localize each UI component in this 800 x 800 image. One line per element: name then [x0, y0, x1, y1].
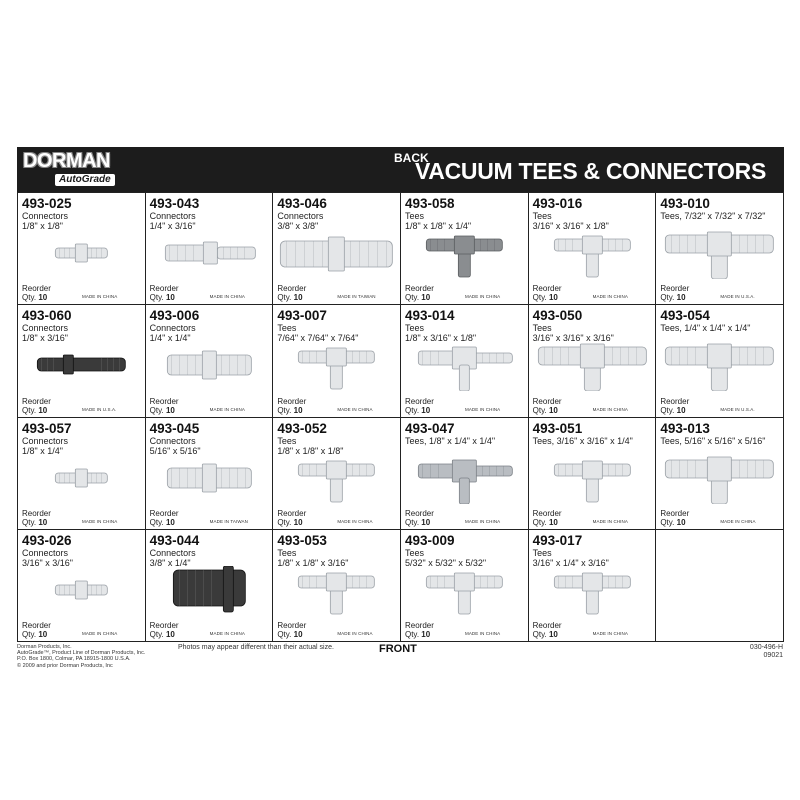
part-image	[656, 341, 783, 391]
part-number: 493-025	[22, 196, 72, 211]
country-of-origin: MADE IN CHINA	[592, 631, 628, 636]
reorder-info	[405, 621, 434, 639]
part-image	[273, 341, 400, 391]
qty-line	[150, 406, 179, 415]
product-cell	[273, 418, 401, 530]
qty-label: Qty.	[660, 405, 675, 415]
country-of-origin: MADE IN U.S.A.	[720, 406, 755, 412]
reorder-label: Reorder	[660, 508, 690, 518]
qty-value: 10	[421, 517, 431, 527]
reorder-info	[277, 621, 306, 639]
company-line: © 2009 and prior Dorman Products, Inc	[17, 662, 113, 669]
reorder-info	[533, 284, 562, 302]
empty-cell	[656, 530, 784, 642]
part-image	[18, 454, 145, 504]
qty-value: 10	[421, 630, 431, 639]
part-type: Connectors	[149, 547, 196, 558]
part-number: 493-006	[149, 308, 200, 324]
qty-line	[150, 293, 179, 302]
qty-label: Qty.	[404, 630, 420, 639]
product-cell	[18, 530, 146, 642]
country-of-origin: MADE IN TAIWAN	[209, 518, 248, 524]
part-code: 030-496-H	[749, 644, 783, 651]
part-number: 493-054	[660, 308, 710, 324]
qty-line	[150, 518, 179, 527]
qty-value: 10	[548, 517, 558, 527]
qty-line	[22, 406, 51, 415]
qty-value: 10	[676, 293, 686, 303]
reorder-info	[405, 397, 434, 415]
qty-value: 10	[165, 405, 175, 415]
qty-line	[277, 406, 306, 415]
reorder-label: Reorder	[277, 621, 307, 630]
qty-label: Qty.	[277, 293, 292, 303]
product-cell	[146, 305, 274, 417]
part-image	[18, 229, 145, 279]
header-banner	[17, 147, 784, 192]
qty-value: 10	[421, 293, 431, 303]
qty-label: Qty.	[532, 293, 547, 303]
part-size: 3/16" x 3/16"	[22, 557, 73, 568]
part-type: Tees	[404, 211, 424, 221]
part-image	[401, 454, 528, 504]
part-type: Tees	[532, 211, 552, 221]
part-size: 3/16" x 3/16" x 3/16"	[532, 333, 614, 344]
logo-subbrand: AutoGrade	[55, 174, 115, 186]
product-cell	[273, 530, 401, 642]
reorder-label: Reorder	[22, 508, 51, 518]
reorder-info	[405, 284, 434, 302]
part-type: Tees, 1/8" x 1/4" x 1/4"	[404, 435, 496, 446]
reorder-label: Reorder	[404, 396, 434, 406]
part-number: 493-043	[149, 196, 200, 211]
part-size: 1/4" x 3/16"	[149, 221, 196, 231]
product-cell	[18, 193, 146, 305]
part-type: Tees	[277, 435, 297, 446]
reorder-label: Reorder	[277, 396, 307, 406]
part-image	[18, 341, 145, 391]
part-size: 3/8" x 1/4"	[149, 557, 191, 568]
qty-value: 10	[293, 293, 303, 303]
country-of-origin: MADE IN CHINA	[82, 518, 118, 524]
product-cell	[529, 193, 657, 305]
date-code: 09021	[763, 652, 783, 659]
qty-line	[277, 518, 306, 527]
reorder-info	[277, 397, 306, 415]
reorder-info	[277, 284, 306, 302]
qty-label: Qty.	[532, 517, 547, 527]
product-cell	[529, 418, 657, 530]
part-number: 493-057	[22, 420, 72, 436]
reorder-info	[22, 509, 51, 527]
qty-line	[277, 293, 306, 302]
part-image	[146, 229, 273, 279]
qty-label: Qty.	[404, 293, 420, 303]
qty-value: 10	[38, 293, 48, 303]
qty-label: Qty.	[277, 630, 292, 639]
qty-line	[150, 630, 179, 639]
reorder-info	[277, 509, 306, 527]
qty-line	[405, 518, 434, 527]
reorder-info	[533, 621, 562, 639]
qty-line	[660, 518, 689, 527]
part-number: 493-026	[22, 532, 72, 548]
qty-line	[405, 630, 434, 639]
reorder-info	[22, 397, 51, 415]
part-number: 493-045	[149, 420, 200, 436]
qty-line	[405, 293, 434, 302]
qty-value: 10	[293, 405, 303, 415]
side-label-front: FRONT	[379, 643, 417, 655]
product-cell	[273, 193, 401, 305]
qty-label: Qty.	[149, 405, 164, 415]
part-image	[529, 566, 656, 616]
product-grid	[17, 192, 784, 642]
product-cell	[401, 193, 529, 305]
part-type: Connectors	[149, 323, 196, 334]
reorder-info	[660, 397, 689, 415]
qty-value: 10	[165, 630, 175, 639]
part-type: Connectors	[22, 323, 69, 334]
product-cell	[656, 193, 784, 305]
company-info	[17, 644, 145, 669]
part-type: Tees	[277, 323, 297, 334]
product-cell	[401, 418, 529, 530]
country-of-origin: MADE IN CHINA	[592, 294, 628, 300]
part-image	[656, 454, 783, 504]
part-size: 7/64" x 7/64" x 7/64"	[277, 333, 359, 344]
qty-label: Qty.	[277, 405, 292, 415]
part-size: 5/16" x 5/16"	[149, 445, 201, 456]
part-type: Connectors	[22, 435, 69, 446]
part-image	[401, 566, 528, 616]
part-image	[401, 341, 528, 391]
part-number: 493-052	[277, 420, 327, 436]
company-line: P.O. Box 1800, Colmar, PA 18915-1800 U.S.A.	[17, 656, 131, 663]
reorder-info	[660, 509, 689, 527]
reorder-info	[22, 621, 51, 639]
reorder-label: Reorder	[660, 396, 690, 406]
qty-line	[660, 293, 689, 302]
part-size: 1/8" x 1/8" x 3/16"	[277, 557, 349, 568]
reorder-label: Reorder	[22, 284, 51, 294]
part-size: 1/8" x 1/8" x 1/8"	[277, 445, 344, 456]
logo-brand: DORMAN	[23, 150, 110, 172]
country-of-origin: MADE IN TAIWAN	[337, 294, 376, 300]
catalog-code	[750, 644, 783, 660]
product-cell	[146, 193, 274, 305]
qty-label: Qty.	[22, 405, 37, 415]
reorder-label: Reorder	[660, 284, 690, 294]
qty-label: Qty.	[532, 405, 547, 415]
part-image	[273, 566, 400, 616]
country-of-origin: MADE IN CHINA	[592, 406, 628, 412]
qty-value: 10	[548, 405, 558, 415]
part-number: 493-007	[277, 308, 327, 324]
part-type: Tees	[532, 323, 552, 334]
part-image	[18, 566, 145, 616]
reorder-label: Reorder	[22, 396, 51, 406]
qty-label: Qty.	[404, 405, 420, 415]
part-type: Tees, 7/32" x 7/32" x 7/32"	[660, 211, 766, 221]
country-of-origin: MADE IN U.S.A.	[720, 294, 755, 300]
country-of-origin: MADE IN CHINA	[464, 406, 501, 412]
part-size: 1/8" x 1/4"	[22, 445, 63, 456]
qty-value: 10	[293, 630, 303, 639]
country-of-origin: MADE IN CHINA	[464, 518, 501, 524]
reorder-info	[405, 509, 434, 527]
part-type: Connectors	[22, 547, 69, 558]
qty-line	[22, 293, 51, 302]
reorder-label: Reorder	[277, 508, 307, 518]
qty-value: 10	[421, 405, 431, 415]
part-number: 493-050	[532, 308, 583, 324]
reorder-label: Reorder	[532, 621, 562, 630]
part-type: Tees	[404, 323, 424, 334]
part-size: 5/32" x 5/32" x 5/32"	[404, 557, 487, 568]
qty-value: 10	[38, 517, 48, 527]
reorder-info	[150, 284, 179, 302]
reorder-label: Reorder	[149, 284, 179, 294]
product-cell	[401, 305, 529, 417]
product-cell	[656, 305, 784, 417]
part-number: 493-013	[660, 420, 710, 436]
part-number: 493-010	[660, 196, 710, 211]
qty-value: 10	[676, 517, 686, 527]
qty-line	[533, 406, 562, 415]
qty-label: Qty.	[149, 517, 164, 527]
qty-value: 10	[548, 293, 558, 303]
qty-line	[533, 630, 562, 639]
country-of-origin: MADE IN CHINA	[464, 294, 501, 300]
reorder-info	[150, 621, 179, 639]
qty-label: Qty.	[22, 517, 37, 527]
product-cell	[656, 418, 784, 530]
product-cell	[146, 418, 274, 530]
part-number: 493-017	[532, 532, 583, 548]
country-of-origin: MADE IN CHINA	[592, 518, 628, 524]
part-type: Tees, 5/16" x 5/16" x 5/16"	[660, 435, 766, 446]
qty-value: 10	[165, 517, 175, 527]
part-size: 1/8" x 1/8" x 1/4"	[404, 221, 472, 231]
reorder-info	[22, 284, 51, 302]
country-of-origin: MADE IN CHINA	[337, 631, 373, 636]
part-size: 1/8" x 3/16" x 1/8"	[404, 333, 477, 344]
part-image	[656, 229, 783, 279]
reorder-label: Reorder	[532, 508, 562, 518]
reorder-info	[533, 509, 562, 527]
qty-value: 10	[548, 630, 558, 639]
part-image	[146, 454, 273, 504]
reorder-info	[660, 284, 689, 302]
qty-line	[660, 406, 689, 415]
part-number: 493-058	[404, 196, 455, 211]
part-type: Connectors	[22, 211, 69, 221]
qty-value: 10	[676, 405, 686, 415]
reorder-label: Reorder	[149, 396, 179, 406]
country-of-origin: MADE IN CHINA	[337, 406, 373, 412]
part-size: 3/16" x 1/4" x 3/16"	[532, 557, 609, 568]
reorder-label: Reorder	[277, 284, 307, 294]
part-number: 493-060	[22, 308, 72, 324]
reorder-info	[533, 397, 562, 415]
country-of-origin: MADE IN CHINA	[720, 518, 756, 524]
product-cell	[273, 305, 401, 417]
qty-line	[277, 630, 306, 639]
reorder-info	[150, 509, 179, 527]
part-size: 1/8" x 1/8"	[22, 221, 63, 231]
part-type: Tees	[532, 547, 552, 558]
reorder-label: Reorder	[404, 284, 434, 294]
qty-value: 10	[38, 405, 48, 415]
part-image	[529, 229, 656, 279]
reorder-label: Reorder	[404, 621, 434, 630]
qty-label: Qty.	[660, 517, 675, 527]
part-type: Tees, 1/4" x 1/4" x 1/4"	[660, 323, 751, 334]
photo-disclaimer: Photos may appear different than their actual size.	[178, 644, 334, 651]
part-size: 3/16" x 3/16" x 1/8"	[532, 221, 609, 231]
part-number: 493-044	[149, 532, 200, 548]
reorder-label: Reorder	[149, 621, 179, 630]
product-cell	[529, 530, 657, 642]
side-label-back: BACK	[394, 151, 429, 165]
part-type: Connectors	[277, 211, 324, 221]
reorder-label: Reorder	[532, 396, 562, 406]
part-image	[146, 341, 273, 391]
qty-value: 10	[38, 630, 48, 639]
country-of-origin: MADE IN CHINA	[209, 631, 245, 636]
qty-line	[533, 293, 562, 302]
part-image	[273, 229, 400, 279]
product-cell	[18, 305, 146, 417]
country-of-origin: MADE IN CHINA	[209, 406, 245, 412]
part-image	[529, 454, 656, 504]
qty-line	[533, 518, 562, 527]
part-size: 3/8" x 3/8"	[277, 221, 319, 231]
part-size: 1/4" x 1/4"	[149, 333, 191, 344]
reorder-label: Reorder	[532, 284, 562, 294]
part-image	[529, 341, 656, 391]
reorder-label: Reorder	[149, 508, 179, 518]
qty-label: Qty.	[277, 517, 292, 527]
product-cell	[401, 530, 529, 642]
country-of-origin: MADE IN CHINA	[209, 294, 245, 300]
qty-label: Qty.	[404, 517, 420, 527]
qty-value: 10	[293, 517, 303, 527]
part-type: Connectors	[149, 211, 196, 221]
part-number: 493-009	[404, 532, 455, 548]
company-line: AutoGrade™, Product Line of Dorman Products, Inc.	[17, 650, 146, 657]
product-cell	[18, 418, 146, 530]
country-of-origin: MADE IN CHINA	[82, 631, 118, 636]
part-number: 493-046	[277, 196, 327, 211]
qty-label: Qty.	[22, 630, 37, 639]
part-type: Tees	[277, 547, 297, 558]
dorman-logo	[23, 151, 123, 189]
reorder-label: Reorder	[22, 621, 51, 630]
qty-label: Qty.	[660, 293, 675, 303]
part-number: 493-051	[532, 420, 583, 436]
company-line: Dorman Products, Inc.	[17, 644, 72, 650]
product-cell	[529, 305, 657, 417]
part-size: 1/8" x 3/16"	[22, 333, 68, 344]
country-of-origin: MADE IN CHINA	[464, 631, 501, 636]
part-type: Tees, 3/16" x 3/16" x 1/4"	[532, 435, 633, 446]
qty-line	[405, 406, 434, 415]
qty-label: Qty.	[22, 293, 37, 303]
part-number: 493-016	[532, 196, 583, 211]
part-number: 493-053	[277, 532, 327, 548]
qty-line	[22, 518, 51, 527]
country-of-origin: MADE IN CHINA	[337, 518, 373, 524]
part-image	[273, 454, 400, 504]
part-type: Tees	[404, 547, 424, 558]
qty-label: Qty.	[149, 630, 164, 639]
qty-value: 10	[165, 293, 175, 303]
product-cell	[146, 530, 274, 642]
part-image	[146, 566, 273, 616]
part-number: 493-047	[404, 420, 455, 436]
country-of-origin: MADE IN CHINA	[82, 294, 118, 300]
qty-label: Qty.	[532, 630, 547, 639]
reorder-info	[150, 397, 179, 415]
part-number: 493-014	[404, 308, 455, 324]
qty-label: Qty.	[149, 293, 164, 303]
qty-line	[22, 630, 51, 639]
part-type: Connectors	[149, 435, 196, 446]
country-of-origin: MADE IN U.S.A.	[82, 406, 117, 412]
part-image	[401, 229, 528, 279]
page-title: VACUUM TEES & CONNECTORS	[414, 158, 766, 184]
reorder-label: Reorder	[404, 508, 434, 518]
